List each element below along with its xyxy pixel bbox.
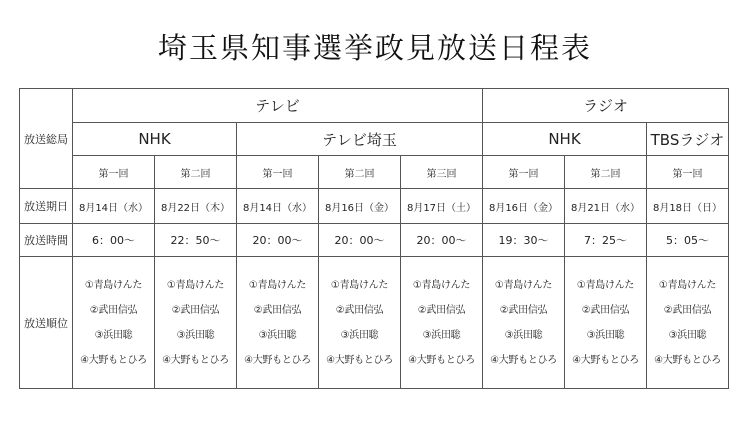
candidate-name: ①青島けんた	[166, 279, 225, 291]
date-cell: 8月22日（木）	[155, 189, 237, 224]
candidate-name: ②武田信弘	[499, 304, 548, 316]
candidate-order-cell	[483, 257, 565, 389]
candidate-name: ②武田信弘	[581, 304, 630, 316]
candidate-name: ②武田信弘	[89, 304, 138, 316]
candidate-name: ④大野もとひろ	[408, 354, 475, 366]
round-cell: 第一回	[647, 156, 729, 189]
candidate-name: ③浜田聡	[94, 329, 133, 341]
candidate-name: ①青島けんた	[84, 279, 143, 291]
candidate-name: ④大野もとひろ	[80, 354, 147, 366]
date-cell: 8月17日（土）	[401, 189, 483, 224]
station-nhk-tv: NHK	[73, 123, 237, 156]
date-row	[20, 189, 729, 224]
candidate-order-cell	[647, 257, 729, 389]
candidate-name: ③浜田聡	[586, 329, 625, 341]
candidate-order-cell	[401, 257, 483, 389]
time-cell: 5：05～	[647, 224, 729, 257]
candidate-name: ④大野もとひろ	[326, 354, 393, 366]
candidate-name: ②武田信弘	[335, 304, 384, 316]
time-cell: 19：30～	[483, 224, 565, 257]
candidate-order-cell	[73, 257, 155, 389]
candidate-name: ③浜田聡	[340, 329, 379, 341]
station-nhk-radio: NHK	[483, 123, 647, 156]
candidate-name: ④大野もとひろ	[490, 354, 557, 366]
candidate-name: ④大野もとひろ	[162, 354, 229, 366]
round-cell: 第二回	[319, 156, 401, 189]
station-tbs-radio: TBSラジオ	[647, 123, 729, 156]
candidate-name: ②武田信弘	[253, 304, 302, 316]
candidate-name: ①青島けんた	[412, 279, 471, 291]
round-cell: 第三回	[401, 156, 483, 189]
date-cell: 8月14日（水）	[237, 189, 319, 224]
candidate-name: ②武田信弘	[171, 304, 220, 316]
candidate-order-cell	[237, 257, 319, 389]
round-cell: 第二回	[155, 156, 237, 189]
round-cell: 第一回	[237, 156, 319, 189]
candidate-name: ④大野もとひろ	[244, 354, 311, 366]
candidate-name: ①青島けんた	[248, 279, 307, 291]
row-label-date: 放送期日	[20, 189, 73, 224]
round-cell: 第二回	[565, 156, 647, 189]
date-cell: 8月16日（金）	[483, 189, 565, 224]
candidate-name: ③浜田聡	[176, 329, 215, 341]
time-cell: 22：50～	[155, 224, 237, 257]
media-row	[20, 89, 729, 123]
order-row	[20, 257, 729, 389]
candidate-name: ①青島けんた	[330, 279, 389, 291]
candidate-name: ①青島けんた	[658, 279, 717, 291]
round-cell: 第一回	[73, 156, 155, 189]
candidate-order-cell	[319, 257, 401, 389]
date-cell: 8月21日（水）	[565, 189, 647, 224]
time-cell: 20：00～	[401, 224, 483, 257]
time-cell: 20：00～	[237, 224, 319, 257]
media-radio: ラジオ	[483, 89, 729, 123]
media-tv: テレビ	[73, 89, 483, 123]
round-cell: 第一回	[483, 156, 565, 189]
time-row	[20, 224, 729, 257]
time-cell: 20：00～	[319, 224, 401, 257]
time-cell: 7：25～	[565, 224, 647, 257]
page-title: 埼玉県知事選挙政見放送日程表	[157, 31, 592, 65]
candidate-order-cell	[565, 257, 647, 389]
round-row	[20, 156, 729, 189]
candidate-name: ④大野もとひろ	[572, 354, 639, 366]
candidate-name: ①青島けんた	[576, 279, 635, 291]
date-cell: 8月18日（日）	[647, 189, 729, 224]
candidate-name: ②武田信弘	[417, 304, 466, 316]
candidate-name: ①青島けんた	[494, 279, 553, 291]
row-label-broadcaster: 放送総局	[20, 89, 73, 189]
row-label-time: 放送時間	[20, 224, 73, 257]
candidate-name: ③浜田聡	[258, 329, 297, 341]
candidate-name: ②武田信弘	[663, 304, 712, 316]
station-row	[20, 123, 729, 156]
station-tv-saitama: テレビ埼玉	[237, 123, 483, 156]
candidate-name: ④大野もとひろ	[654, 354, 721, 366]
candidate-name: ③浜田聡	[504, 329, 543, 341]
time-cell: 6：00～	[73, 224, 155, 257]
candidate-name: ③浜田聡	[668, 329, 707, 341]
candidate-order-cell	[155, 257, 237, 389]
row-label-order: 放送順位	[20, 257, 73, 389]
date-cell: 8月14日（水）	[73, 189, 155, 224]
date-cell: 8月16日（金）	[319, 189, 401, 224]
schedule-table	[19, 88, 729, 389]
candidate-name: ③浜田聡	[422, 329, 461, 341]
